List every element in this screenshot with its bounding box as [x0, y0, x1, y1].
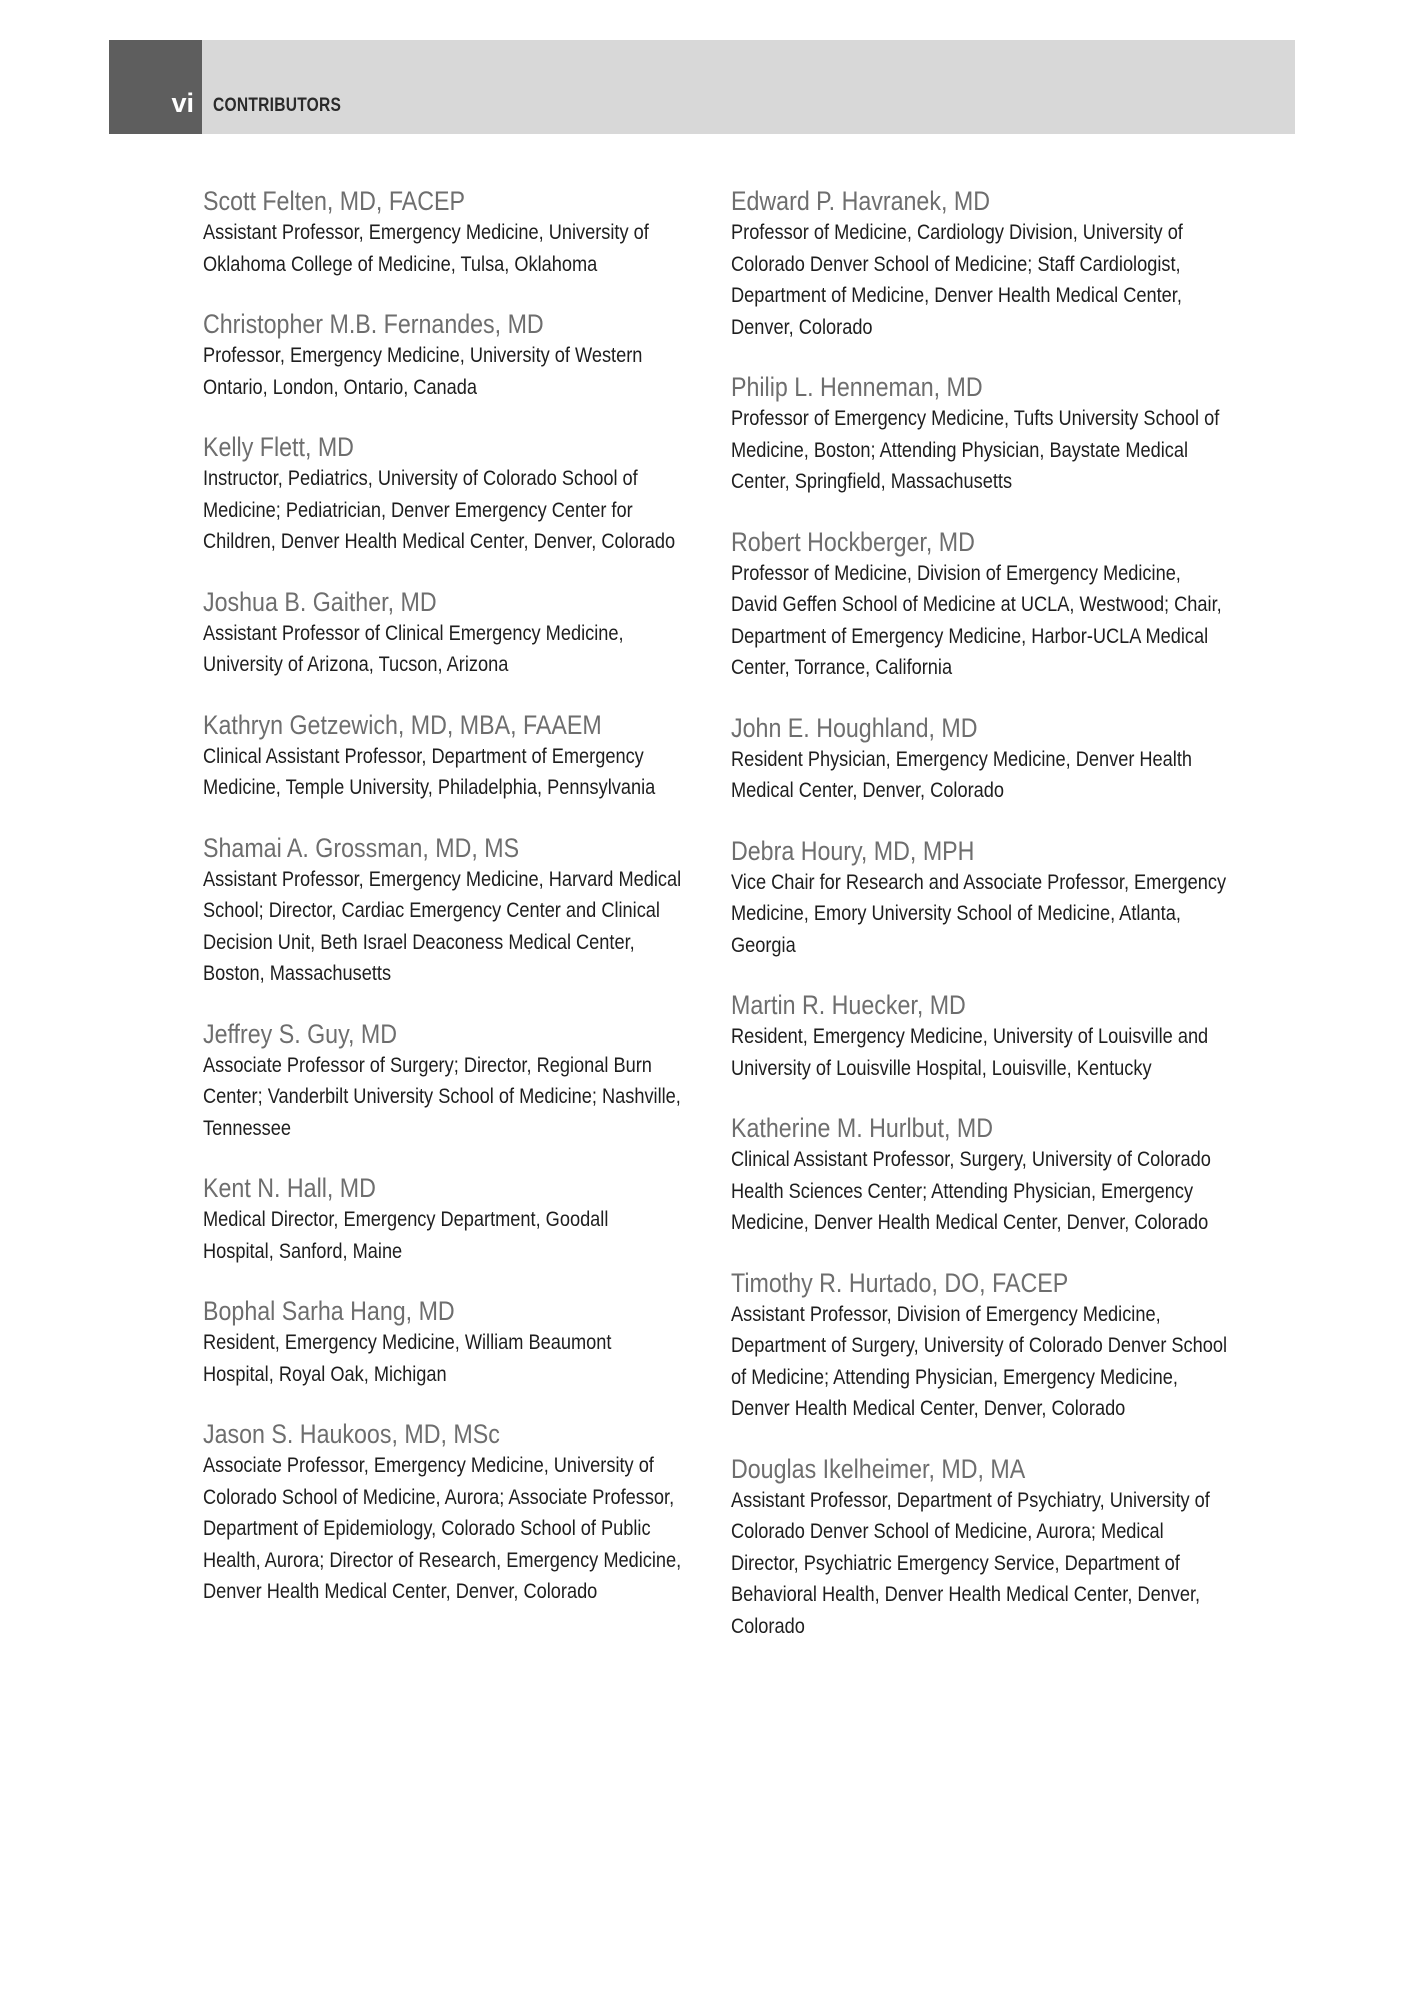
- contributor-name: John E. Houghland, MD: [731, 712, 978, 743]
- contributor-affiliation: Associate Professor of Surgery; Director, Regional Burn Center; Vanderbilt University School of Medicine; Nashville, Tennessee: [203, 1052, 681, 1140]
- contributor-entry: [731, 526, 1231, 684]
- contributor-entry: [203, 832, 683, 990]
- contributor-affiliation: Associate Professor, Emergency Medicine, University of Colorado School of Medicine, Aurora; Associate Professor, Department of Epidemiology, Colorado School of Public Health, Aurora; Director of Research, Emergency Medicine, Denver Health Medical Center, Denver, Colorado: [203, 1453, 682, 1603]
- contributor-affiliation: Resident Physician, Emergency Medicine, Denver Health Medical Center, Denver, Colorado: [731, 746, 1193, 802]
- contributor-affiliation: Assistant Professor, Division of Emergency Medicine, Department of Surgery, University of Colorado Denver School of Medicine; Attending Physician, Emergency Medicine, Denver Health Medical Center, Denver, Colorado: [731, 1301, 1228, 1420]
- contributor-affiliation: Medical Director, Emergency Department, Goodall Hospital, Sanford, Maine: [203, 1207, 609, 1263]
- contributor-affiliation: Instructor, Pediatrics, University of Colorado School of Medicine; Pediatrician, Denver Emergency Center for Children, Denver Health Medical Center, Denver, Colorado: [203, 466, 676, 553]
- contributor-entry: [203, 1418, 683, 1608]
- contributor-name: Kent N. Hall, MD: [203, 1173, 376, 1203]
- contributor-name: Edward P. Havranek, MD: [731, 186, 990, 216]
- contributor-entry: [203, 185, 683, 280]
- contributor-entry: [731, 185, 1231, 343]
- contributors-column-left: [203, 185, 683, 1636]
- contributors-column-right: [731, 185, 1231, 1670]
- contributor-entry: [203, 1172, 683, 1267]
- contributor-name: Jeffrey S. Guy, MD: [203, 1018, 397, 1049]
- contributor-affiliation: Assistant Professor, Emergency Medicine, University of Oklahoma College of Medicine, Tulsa, Oklahoma: [203, 220, 649, 276]
- contributor-name: Joshua B. Gaither, MD: [203, 586, 437, 617]
- contributor-name: Bophal Sarha Hang, MD: [203, 1296, 455, 1326]
- section-title: CONTRIBUTORS: [213, 95, 342, 116]
- contributor-entry: [203, 308, 683, 403]
- contributor-name: Debra Houry, MD, MPH: [731, 835, 975, 866]
- contributor-entry: [731, 371, 1231, 498]
- contributor-affiliation: Professor of Medicine, Division of Emergency Medicine, David Geffen School of Medicine at UCLA, Westwood; Chair, Department of Emergency Medicine, Harbor-UCLA Medical Center, Torrance, California: [731, 560, 1222, 679]
- contributor-affiliation: Resident, Emergency Medicine, University of Louisville and University of Louisville Hospital, Louisville, Kentucky: [731, 1024, 1209, 1080]
- contributor-name: Kathryn Getzewich, MD, MBA, FAAEM: [203, 709, 602, 740]
- contributor-affiliation: Professor of Emergency Medicine, Tufts University School of Medicine, Boston; Attending Physician, Baystate Medical Center, Springfield, Massachusetts: [731, 406, 1220, 493]
- contributor-entry: [203, 1295, 683, 1390]
- contributor-entry: [203, 1018, 683, 1145]
- contributor-name: Douglas Ikelheimer, MD, MA: [731, 1453, 1026, 1484]
- contributor-entry: [731, 989, 1231, 1084]
- contributor-entry: [731, 1267, 1231, 1425]
- contributor-affiliation: Vice Chair for Research and Associate Professor, Emergency Medicine, Emory University School of Medicine, Atlanta, Georgia: [731, 869, 1227, 957]
- contributor-affiliation: Professor, Emergency Medicine, University of Western Ontario, London, Ontario, Canada: [203, 343, 643, 399]
- contributor-affiliation: Professor of Medicine, Cardiology Division, University of Colorado Denver School of Medicine; Staff Cardiologist, Department of Medicine, Denver Health Medical Center, Denver, Colorado: [731, 220, 1183, 339]
- contributor-affiliation: Assistant Professor, Emergency Medicine, Harvard Medical School; Director, Cardiac Emergency Center and Clinical Decision Unit, Beth Israel Deaconess Medical Center, Boston, Massachusetts: [203, 866, 682, 985]
- contributor-affiliation: Clinical Assistant Professor, Department of Emergency Medicine, Temple University, Philadelphia, Pennsylvania: [203, 743, 656, 799]
- contributor-entry: [731, 1453, 1231, 1643]
- contributor-name: Christopher M.B. Fernandes, MD: [203, 309, 544, 339]
- contributor-affiliation: Assistant Professor, Department of Psychiatry, University of Colorado Denver School of Medicine, Aurora; Medical Director, Psychiatric Emergency Service, Department of Behavioral Health, Denver Health Medical Center, Denver, Colorado: [731, 1487, 1210, 1638]
- contributor-name: Robert Hockberger, MD: [731, 526, 975, 557]
- contributor-entry: [731, 1112, 1231, 1239]
- page-number-tab: [109, 40, 202, 134]
- contributor-name: Philip L. Henneman, MD: [731, 372, 983, 402]
- contributor-affiliation: Clinical Assistant Professor, Surgery, University of Colorado Health Sciences Center; Attending Physician, Emergency Medicine, Denver Health Medical Center, Denver, Colorado: [731, 1147, 1211, 1234]
- contributor-entry: [731, 835, 1231, 962]
- contributor-name: Timothy R. Hurtado, DO, FACEP: [731, 1267, 1069, 1298]
- contributor-entry: [203, 586, 683, 681]
- contributor-name: Katherine M. Hurlbut, MD: [731, 1113, 993, 1143]
- contributor-affiliation: Resident, Emergency Medicine, William Beaumont Hospital, Royal Oak, Michigan: [203, 1330, 612, 1386]
- contributor-name: Scott Felten, MD, FACEP: [203, 186, 465, 216]
- contributor-entry: [203, 709, 683, 804]
- running-header: [109, 40, 1295, 134]
- contributor-name: Jason S. Haukoos, MD, MSc: [203, 1419, 500, 1449]
- contributor-entry: [203, 431, 683, 558]
- contributor-name: Martin R. Huecker, MD: [731, 990, 966, 1020]
- contributor-entry: [731, 712, 1231, 807]
- contributor-name: Shamai A. Grossman, MD, MS: [203, 832, 520, 863]
- page-number: vi: [171, 88, 194, 118]
- contributor-affiliation: Assistant Professor of Clinical Emergency Medicine, University of Arizona, Tucson, Arizona: [203, 620, 624, 676]
- contributor-name: Kelly Flett, MD: [203, 432, 354, 462]
